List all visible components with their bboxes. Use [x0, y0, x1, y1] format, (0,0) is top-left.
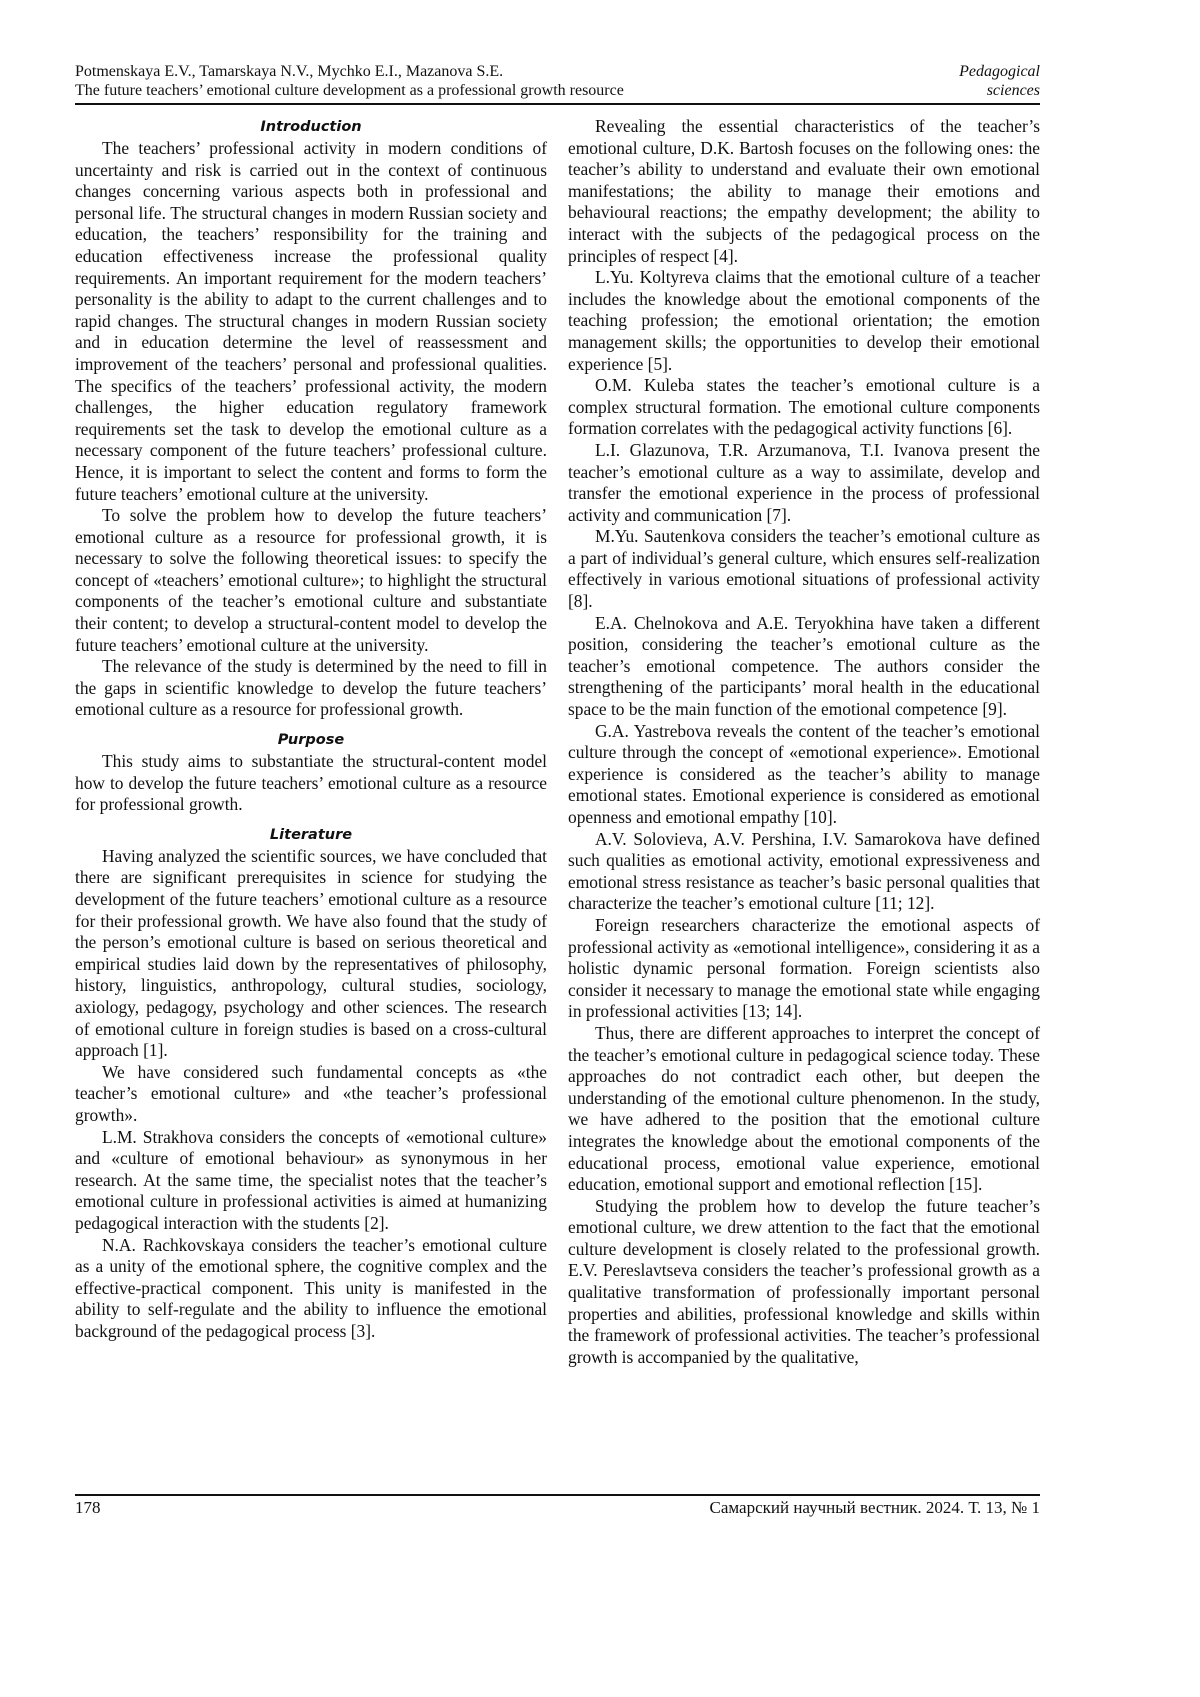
paragraph: E.A. Chelnokova and A.E. Teryokhina have taken a different position, considering the teacher’s emotional culture as the teacher’s emotional competence. The authors consider the strengthening of the participants’ moral health in the educational space to be the main function of the emotional competence [9]. — [568, 613, 1040, 721]
paragraph: O.M. Kuleba states the teacher’s emotional culture is a complex structural formation. The emotional culture components formation correlates with the pedagogical activity functions [6]. — [568, 375, 1040, 440]
journal-citation: Самарский научный вестник. 2024. Т. 13, № 1 — [710, 1498, 1041, 1518]
paragraph: Thus, there are different approaches to interpret the concept of the teacher’s emotional culture in pedagogical science today. These approaches do not contradict each other, but deepen the understanding of the emotional culture phenomenon. In the study, we have adhered to the position that the emotional culture integrates the knowledge about the emotional components of the educational process, emotional value experience, emotional education, emotional support and emotional reflection [15]. — [568, 1023, 1040, 1196]
heading-purpose: Purpose — [75, 729, 547, 751]
paragraph: N.A. Rachkovskaya considers the teacher’s emotional culture as a unity of the emotional sphere, the cognitive complex and the effective-practical component. This unity is manifested in the ability to self-regulate and the ability to influence the emotional background of the pedagogical process [3]. — [75, 1235, 547, 1343]
page-number: 178 — [75, 1498, 101, 1517]
paragraph: To solve the problem how to develop the future teachers’ emotional culture as a resource for professional growth, it is necessary to solve the following theoretical issues: to specify the concept of «teachers’ emotional culture»; to highlight the structural components of the teacher’s emotional culture and substantiate their content; to develop a structural-content model to develop the future teachers’ emotional culture at the university. — [75, 505, 547, 656]
paragraph: The relevance of the study is determined by the need to fill in the gaps in scientific knowledge to develop the future teachers’ emotional culture as a resource for professional growth. — [75, 656, 547, 721]
paragraph: Having analyzed the scientific sources, we have concluded that there are significant prerequisites in science for studying the development of the future teachers’ emotional culture as a resource for their professional growth. We have also found that the study of the person’s emotional culture is based on serious theoretical and empirical studies laid down by the representatives of philosophy, history, linguistics, anthropology, cultural studies, sociology, axiology, pedagogy, psychology and other sciences. The research of emotional culture in foreign studies is based on a cross-cultural approach [1]. — [75, 846, 547, 1062]
paragraph: M.Yu. Sautenkova considers the teacher’s emotional culture as a part of individual’s general culture, which ensures self-realization effectively in various emotional situations of professional activity [8]. — [568, 526, 1040, 612]
header-section-line1: Pedagogical — [959, 62, 1040, 81]
paragraph: L.Yu. Koltyreva claims that the emotional culture of a teacher includes the knowledge about the emotional components of the teaching profession; the emotional orientation; the emotion management skills; the opportunities to develop their emotional experience [5]. — [568, 267, 1040, 375]
paragraph: A.V. Solovieva, A.V. Pershina, I.V. Samarokova have defined such qualities as emotional activity, emotional expressiveness and emotional stress resistance as teacher’s basic personal qualities that characterize the teacher’s emotional culture [11; 12]. — [568, 829, 1040, 915]
header-section — [959, 62, 1040, 100]
right-column — [568, 116, 1040, 1368]
header-section-line2: sciences — [959, 81, 1040, 100]
running-footer — [75, 1498, 1040, 1518]
header-authors: Potmenskaya E.V., Tamarskaya N.V., Mychko E.I., Mazanova S.E. — [75, 62, 1040, 81]
heading-introduction: Introduction — [75, 116, 547, 138]
paragraph: We have considered such fundamental concepts as «the teacher’s emotional culture» and «the teacher’s professional growth». — [75, 1062, 547, 1127]
running-header — [75, 62, 1040, 100]
header-title: The future teachers’ emotional culture development as a professional growth resource — [75, 81, 1040, 100]
paragraph: This study aims to substantiate the structural-content model how to develop the future teachers’ emotional culture as a resource for professional growth. — [75, 751, 547, 816]
paragraph: Revealing the essential characteristics of the teacher’s emotional culture, D.K. Bartosh focuses on the following ones: the teacher’s ability to understand and evaluate their own emotional manifestations; the ability to manage their emotions and behavioural reactions; the empathy development; the ability to interact with the subjects of the pedagogical process on the principles of respect [4]. — [568, 116, 1040, 267]
paragraph: G.A. Yastrebova reveals the content of the teacher’s emotional culture through the concept of «emotional experience». Emotional experience is considered as the teacher’s ability to manage emotional states. Emotional experience is considered as emotional openness and emotional empathy [10]. — [568, 721, 1040, 829]
paragraph: Foreign researchers characterize the emotional aspects of professional activity as «emotional intelligence», considering it as a holistic dynamic personal formation. Foreign scientists also consider it necessary to manage the emotional state while engaging in professional activities [13; 14]. — [568, 915, 1040, 1023]
footer-divider — [75, 1494, 1040, 1496]
heading-literature: Literature — [75, 824, 547, 846]
paragraph: L.M. Strakhova considers the concepts of «emotional culture» and «culture of emotional behaviour» as synonymous in her research. At the same time, the specialist notes that the teacher’s emotional culture in professional activities is aimed at humanizing pedagogical interaction with the students [2]. — [75, 1127, 547, 1235]
paragraph: Studying the problem how to develop the future teacher’s emotional culture, we drew attention to the fact that the emotional culture development is closely related to the professional growth. E.V. Pereslavtseva considers the teacher’s professional growth as a qualitative transformation of professionally important personal properties and abilities, professional knowledge and skills within the framework of professional activities. The teacher’s professional growth is accompanied by the qualitative, — [568, 1196, 1040, 1369]
paragraph: The teachers’ professional activity in modern conditions of uncertainty and risk is carried out in the context of continuous changes concerning various aspects both in professional and personal life. The structural changes in modern Russian society and education, the teachers’ responsibility for the training and education effectiveness increase the professional quality requirements. An important requirement for the modern teachers’ personality is the ability to adapt to the current challenges and to rapid changes. The structural changes in modern Russian society and in education determine the level of reassessment and improvement of the teachers’ personal and professional qualities. The specifics of the teachers’ professional activity, the modern challenges, the higher education regulatory framework requirements set the task to develop the emotional culture as a necessary component of the future teachers’ professional culture. Hence, it is important to select the content and forms to form the future teachers’ emotional culture at the university. — [75, 138, 547, 505]
header-divider — [75, 103, 1040, 105]
left-column — [75, 116, 547, 1342]
paragraph: L.I. Glazunova, T.R. Arzumanova, T.I. Ivanova present the teacher’s emotional culture as a way to assimilate, develop and transfer the emotional experience in the process of professional activity and communication [7]. — [568, 440, 1040, 526]
